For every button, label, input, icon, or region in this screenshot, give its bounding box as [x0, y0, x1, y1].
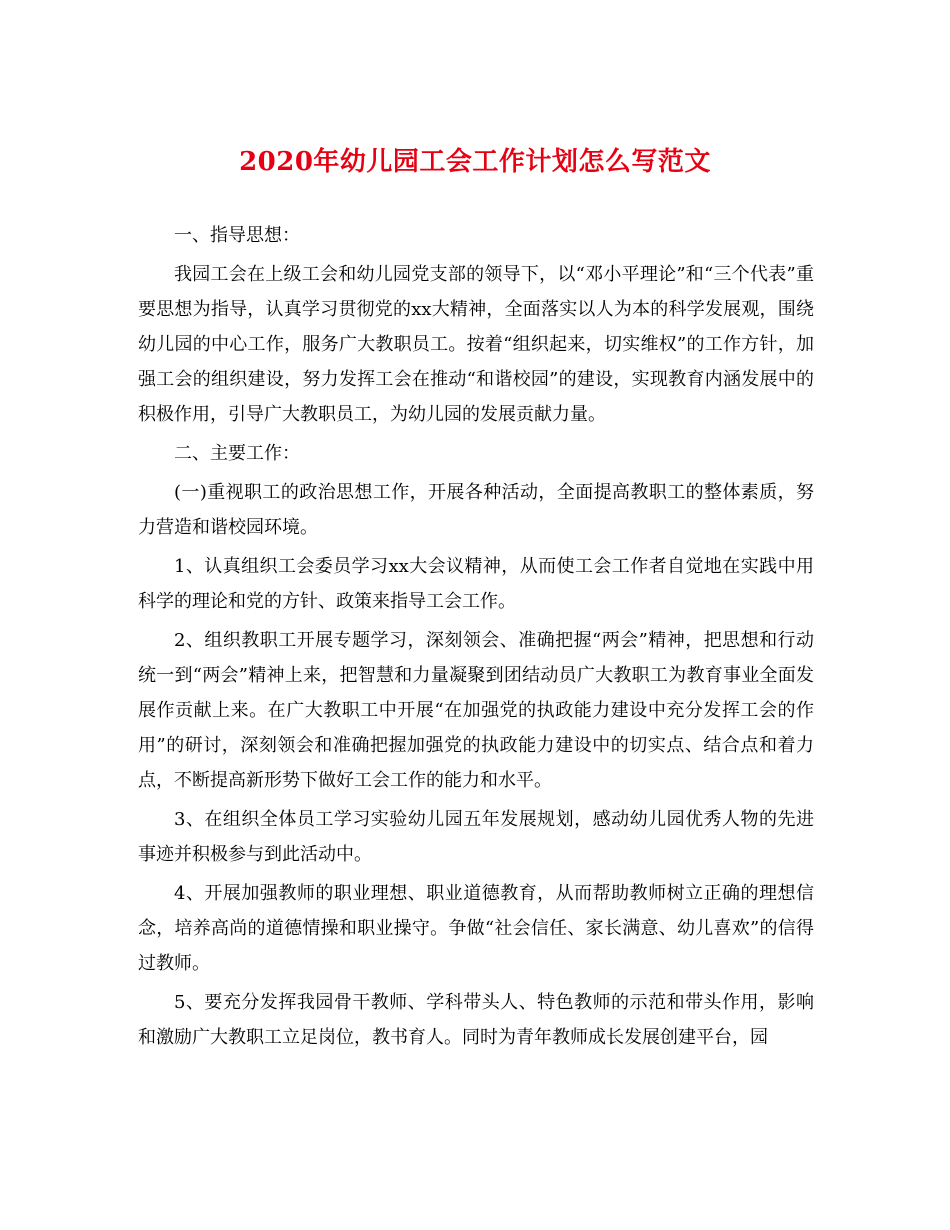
- paragraph-item-1: 1、认真组织工会委员学习xx大会议精神，从而使工会工作者自觉地在实践中用科学的理论和党的方针、政策来指导工会工作。: [138, 556, 814, 612]
- document-title: 2020年幼儿园工会工作计划怎么写范文: [239, 147, 711, 177]
- section-heading-main-work: 二、主要工作：: [174, 443, 300, 464]
- paragraph-item-3: 3、在组织全体员工学习实验幼儿园五年发展规划，感动幼儿园优秀人物的先进事迹并积极参与到此活动中。: [138, 809, 814, 865]
- paragraph-item-4: 4、开展加强教师的职业理想、职业道德教育，从而帮助教师树立正确的理想信念，培养高尚的道德情操和职业操守。争做“社会信任、家长满意、幼儿喜欢”的信得过教师。: [138, 883, 814, 974]
- paragraph-item-5: 5、要充分发挥我园骨干教师、学科带头人、特色教师的示范和带头作用，影响和激励广大教职工立足岗位，教书育人。同时为青年教师成长发展创建平台，园: [138, 992, 814, 1048]
- document-body: [138, 218, 814, 1059]
- paragraph-guiding-ideology: 我园工会在上级工会和幼儿园党支部的领导下，以“邓小平理论”和“三个代表”重要思想为指导，认真学习贯彻党的xx大精神，全面落实以人为本的科学发展观，围绕幼儿园的中心工作，服务广大教职员工。按着“组织起来，切实维权”的工作方针，加强工会的组织建设，努力发挥工会在推动“和谐校园”的建设，实现教育内涵发展中的积极作用，引导广大教职员工，为幼儿园的发展贡献力量。: [138, 264, 814, 425]
- paragraph-subsection-1: (一)重视职工的政治思想工作，开展各种活动，全面提高教职工的整体素质，努力营造和谐校园环境。: [138, 482, 814, 538]
- section-heading-guiding-ideology: 一、指导思想：: [174, 225, 300, 246]
- paragraph-item-2: 2、组织教职工开展专题学习，深刻领会、准确把握“两会”精神，把思想和行动统一到“两会”精神上来，把智慧和力量凝聚到团结动员广大教职工为教育事业全面发展作贡献上来。在广大教职工中开展“在加强党的执政能力建设中充分发挥工会的作用”的研讨，深刻领会和准确把握加强党的执政能力建设中的切实点、结合点和着力点，不断提高新形势下做好工会工作的能力和水平。: [138, 630, 814, 791]
